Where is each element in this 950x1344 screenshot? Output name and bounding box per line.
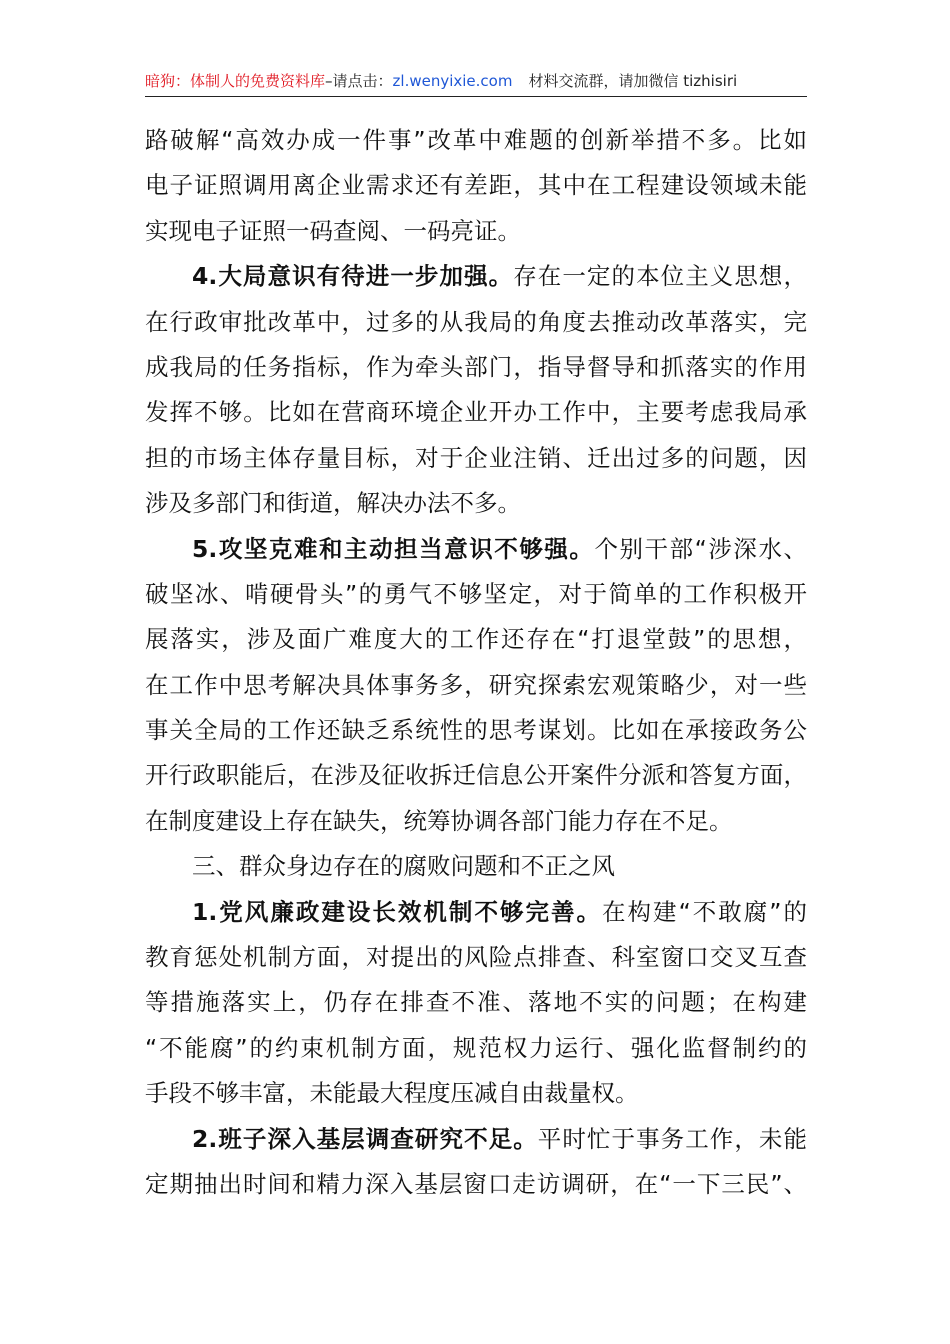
header-url-link[interactable]: zl.wenyixie.com bbox=[392, 72, 513, 90]
header-separator: –请点击： bbox=[325, 72, 393, 90]
text-line: 在制度建设上存在缺失，统筹协调各部门能力存在不足。 bbox=[145, 806, 733, 835]
paragraph-heading: 2.班子深入基层调查研究不足。 bbox=[192, 1124, 538, 1153]
paragraph-item-4 bbox=[145, 254, 807, 526]
text-line: 成我局的任务指标，作为牵头部门，指导督导和抓落实的作用 bbox=[145, 352, 807, 381]
text-span: 存在一定的本位主义思想， bbox=[513, 262, 808, 291]
paragraph-item-1 bbox=[145, 890, 807, 1117]
header-wechat-note: 材料交流群，请加微信 tizhisiri bbox=[528, 72, 738, 90]
text-line: 担的市场主体存量目标，对于企业注销、迁出过多的问题，因 bbox=[145, 443, 807, 472]
text-line: 实现电子证照一码查阅、一码亮证。 bbox=[145, 216, 521, 245]
text-line: 开行政职能后，在涉及征收拆迁信息公开案件分派和答复方面， bbox=[145, 761, 807, 790]
text-line: 教育惩处机制方面，对提出的风险点排查、科室窗口交叉互查 bbox=[145, 943, 807, 972]
paragraph-continuation bbox=[145, 118, 807, 254]
text-line: 等措施落实上，仍存在排查不准、落地不实的问题；在构建 bbox=[145, 988, 807, 1017]
paragraph-first-line bbox=[145, 527, 807, 572]
page-header bbox=[145, 66, 807, 97]
text-line: 在工作中思考解决具体事务多，研究探索宏观策略少，对一些 bbox=[145, 670, 807, 699]
paragraph-item-5 bbox=[145, 527, 807, 845]
section-heading: 三、群众身边存在的腐败问题和不正之风 bbox=[192, 852, 615, 881]
text-span: 平时忙于事务工作，未能 bbox=[537, 1124, 807, 1153]
header-brand-link[interactable]: 暗狗：体制人的免费资料库 bbox=[145, 72, 326, 90]
text-span: 个别干部“涉深水、 bbox=[594, 534, 807, 563]
document-body bbox=[145, 118, 807, 1207]
paragraph-heading: 4.大局意识有待进一步加强。 bbox=[192, 262, 514, 291]
text-line: “不能腐”的约束机制方面，规范权力运行、强化监督制约的 bbox=[145, 1033, 807, 1062]
paragraph-first-line bbox=[145, 254, 807, 299]
text-line: 电子证照调用离企业需求还有差距，其中在工程建设领域未能 bbox=[145, 171, 807, 200]
paragraph-item-2 bbox=[145, 1117, 807, 1208]
text-line: 路破解“高效办成一件事”改革中难题的创新举措不多。比如 bbox=[145, 126, 807, 154]
paragraph-first-line bbox=[145, 890, 807, 935]
text-line: 事关全局的工作还缺乏系统性的思考谋划。比如在承接政务公 bbox=[145, 716, 807, 745]
paragraph-heading: 5.攻坚克难和主动担当意识不够强。 bbox=[192, 534, 595, 563]
text-line: 手段不够丰富，未能最大程度压减自由裁量权。 bbox=[145, 1079, 639, 1108]
paragraph-heading: 1.党风廉政建设长效机制不够完善。 bbox=[192, 897, 603, 926]
text-line: 展落实，涉及面广难度大的工作还存在“打退堂鼓”的思想， bbox=[145, 625, 807, 654]
text-line: 破坚冰、啃硬骨头”的勇气不够坚定，对于简单的工作积极开 bbox=[145, 579, 807, 608]
text-line: 定期抽出时间和精力深入基层窗口走访调研，在“一下三民”、 bbox=[145, 1169, 807, 1198]
text-span: 在构建“不敢腐”的 bbox=[602, 897, 808, 926]
paragraph-first-line bbox=[145, 1117, 807, 1162]
text-line: 涉及多部门和街道，解决办法不多。 bbox=[145, 489, 521, 518]
text-line: 在行政审批改革中，过多的从我局的角度去推动改革落实，完 bbox=[145, 307, 807, 336]
text-line: 发挥不够。比如在营商环境企业开办工作中，主要考虑我局承 bbox=[145, 398, 807, 427]
